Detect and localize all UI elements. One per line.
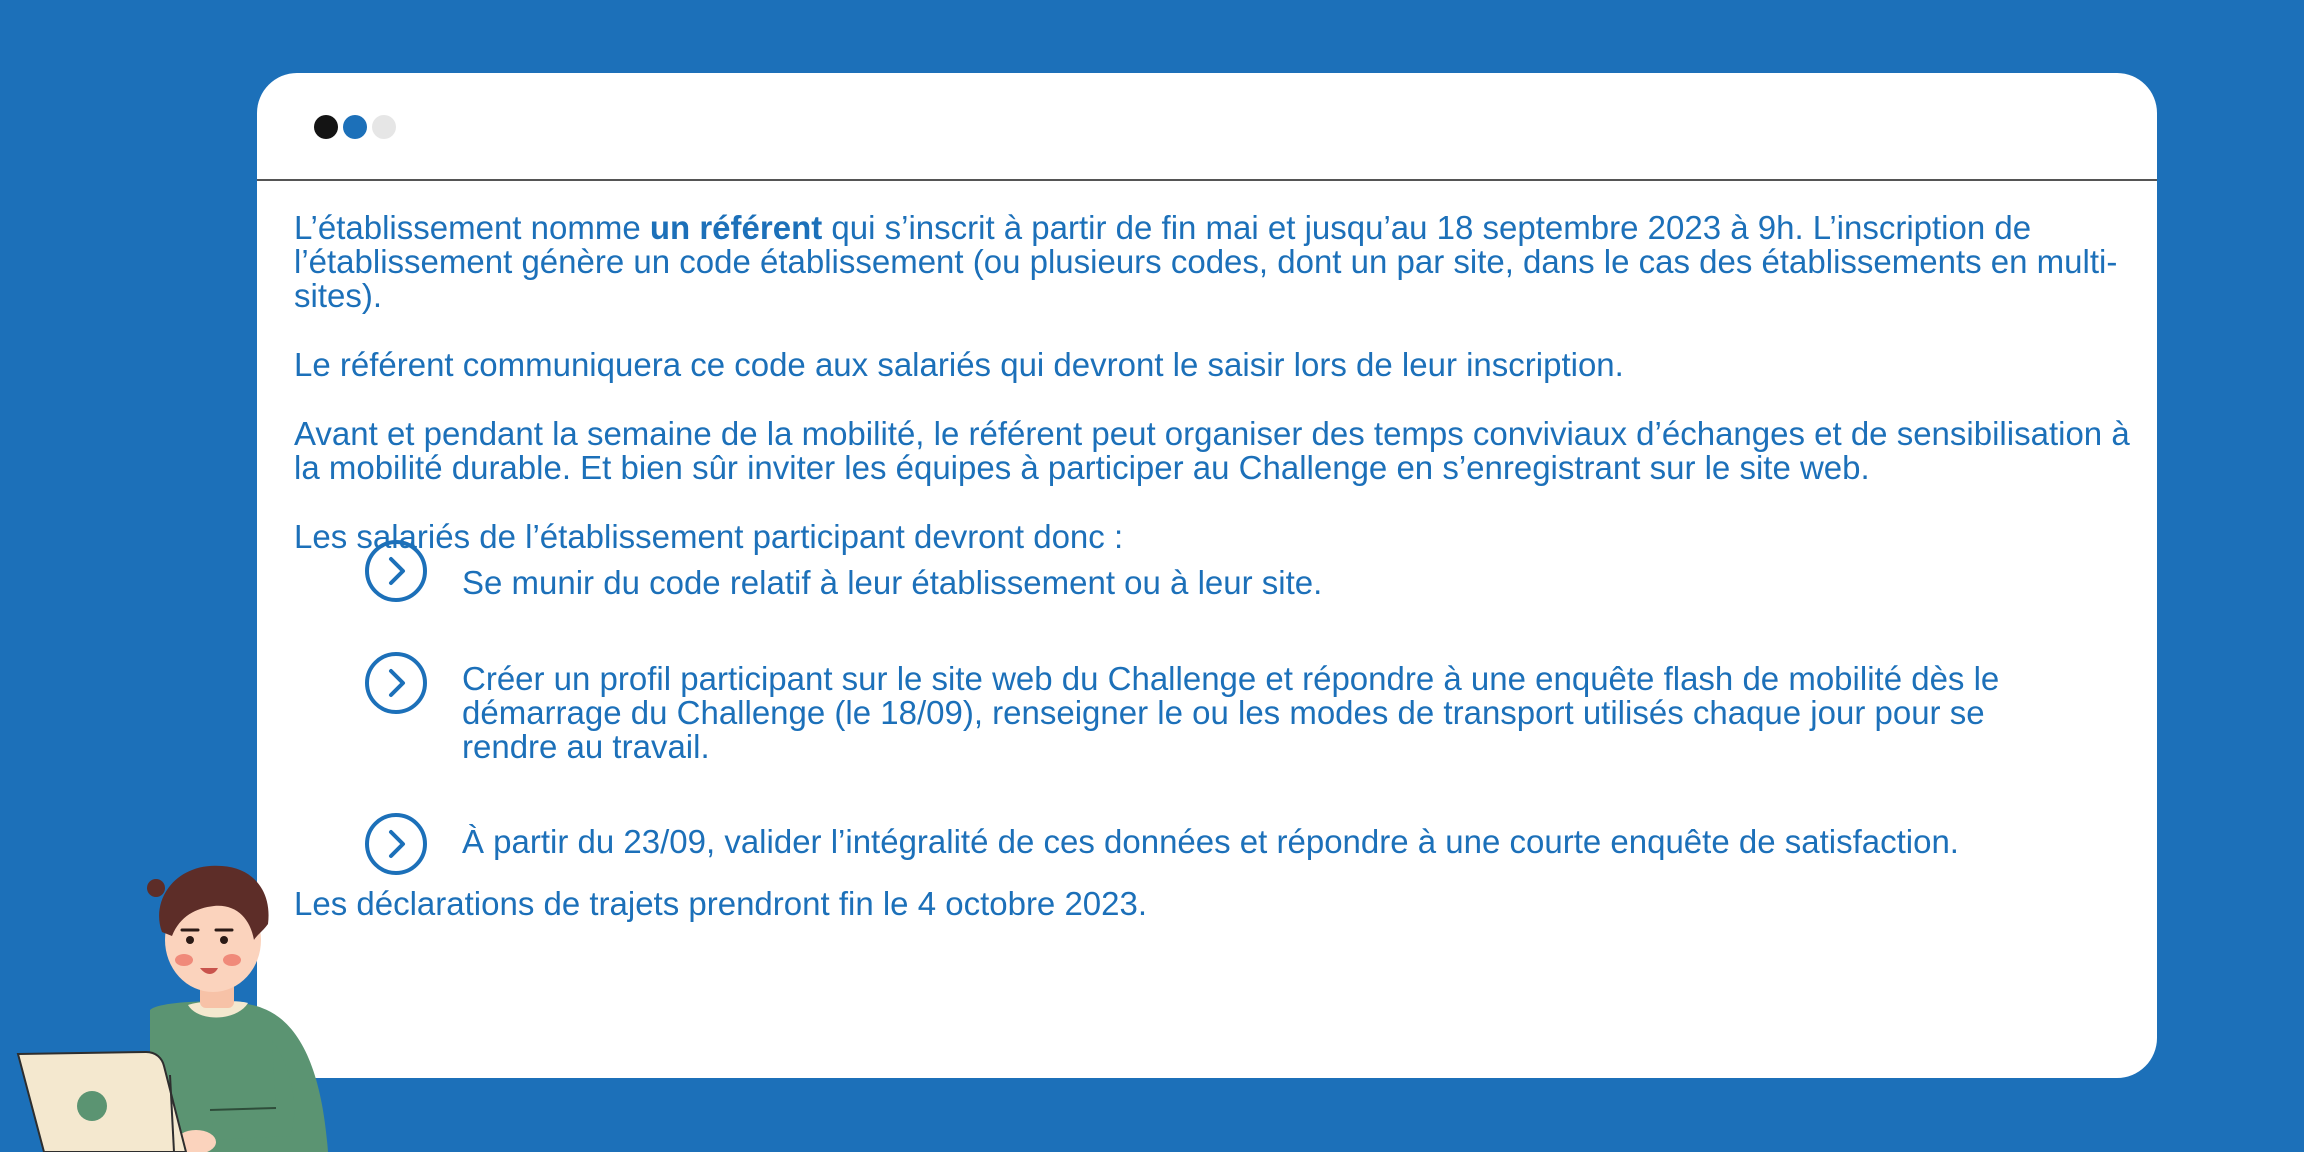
step-text: À partir du 23/09, valider l’intégralité de ces données et répondre à une courte enquête de satisfaction. <box>462 823 1959 860</box>
step-text: Créer un profil participant sur le site web du Challenge et répondre à une enquête flash de mobilité dès le démarrage du Challenge (le 18/09), renseigner le ou les modes de transport utilisés chaque jour pour se rendre au travail. <box>462 660 2000 765</box>
step-text: Se munir du code relatif à leur établissement ou à leur site. <box>462 564 1323 601</box>
chevron-right-circle-icon <box>365 540 427 602</box>
window-dot-black <box>314 115 338 139</box>
intro-highlight: un référent <box>649 209 823 246</box>
window-dot-grey <box>372 115 396 139</box>
list-item <box>294 662 2072 764</box>
intro-text-before: L’établissement nomme <box>294 209 650 246</box>
window-dot-blue <box>343 115 367 139</box>
card-divider <box>257 179 2157 181</box>
window-dots <box>314 115 396 139</box>
steps-list <box>294 566 2144 859</box>
list-intro: Les salariés de l’établissement participant devront donc : <box>294 518 1124 555</box>
person-with-laptop-illustration <box>0 840 340 1152</box>
intro-text-after: qui s’inscrit à partir de fin mai et jusqu’au 18 septembre 2023 à 9h. L’inscription de l’établissement génère un code établissement (ou plusieurs codes, dont un par site, dans le cas des établissements en multi-sites). <box>294 209 2118 314</box>
list-item <box>294 566 2072 600</box>
list-item <box>294 825 2072 859</box>
mobility-week-paragraph: Avant et pendant la semaine de la mobilité, le référent peut organiser des temps conviviaux d’échanges et de sensibilisation à la mobilité durable. Et bien sûr inviter les équipes à participer au Challenge en s’enregistrant sur le site web. <box>294 415 2130 486</box>
code-paragraph: Le référent communiquera ce code aux salariés qui devront le saisir lors de leur inscription. <box>294 346 1624 383</box>
content-card <box>257 73 2157 1078</box>
closing-paragraph: Les déclarations de trajets prendront fin le 4 octobre 2023. <box>294 885 1148 922</box>
intro-paragraph <box>294 211 2144 313</box>
chevron-right-circle-icon <box>365 652 427 714</box>
chevron-right-circle-icon <box>365 813 427 875</box>
card-content <box>294 211 2144 921</box>
